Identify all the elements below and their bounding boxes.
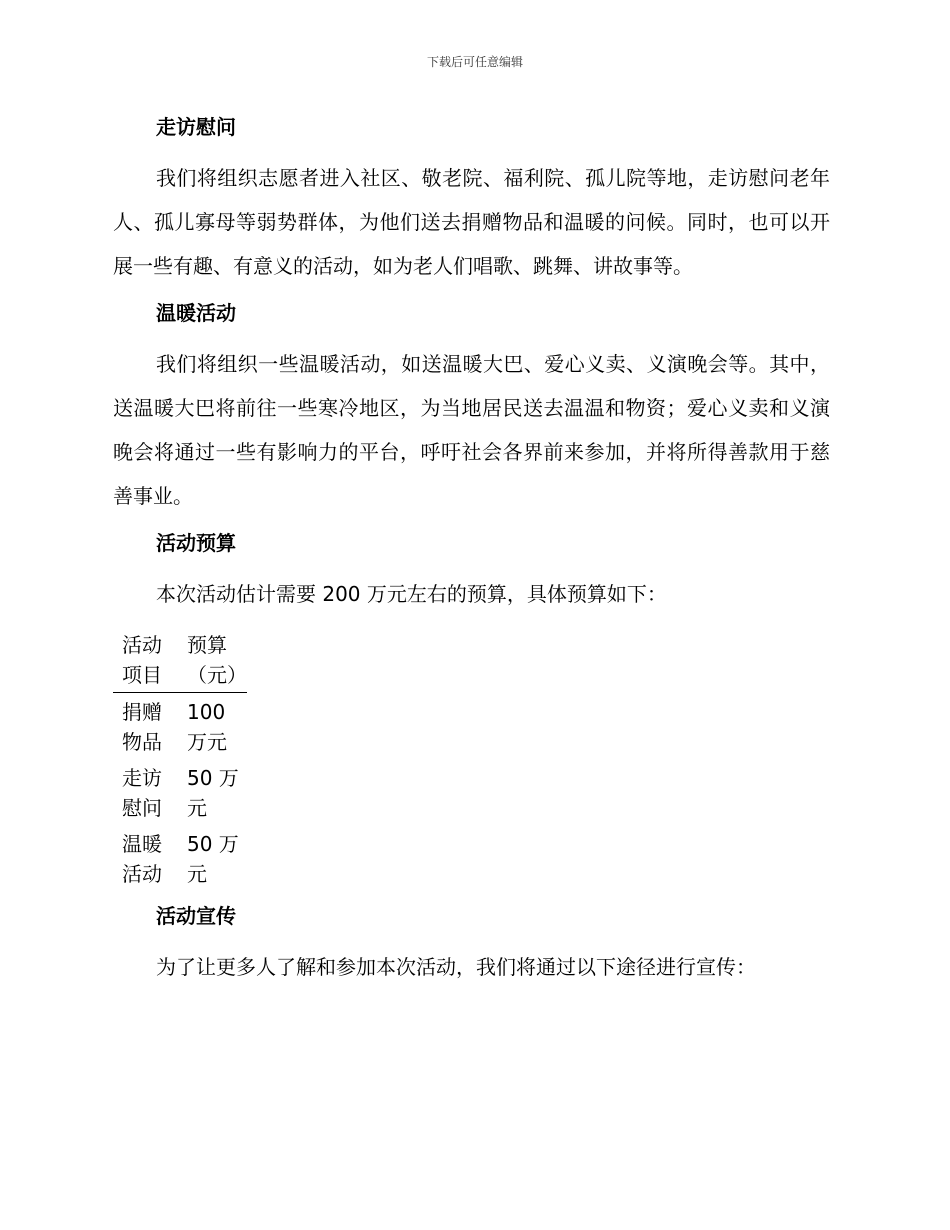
budget-cell-amount: 100 万元	[187, 700, 227, 754]
table-row	[113, 759, 247, 825]
budget-cell-item: 温暖活动	[122, 832, 162, 886]
budget-cell-item: 走访慰问	[122, 766, 162, 820]
section-paragraph-budget: 本次活动估计需要 200 万元左右的预算，具体预算如下：	[156, 582, 667, 606]
table-row	[113, 825, 247, 891]
budget-table	[113, 630, 247, 891]
section-paragraph-visit: 我们将组织志愿者进入社区、敬老院、福利院、孤儿院等地，走访慰问老年人、孤儿寡母等弱势群体，为他们送去捐赠物品和温暖的问候。同时，也可以开展一些有趣、有意义的活动，如为老人们唱歌、跳舞、讲故事等。	[113, 166, 830, 278]
budget-header-item: 活动项目	[122, 633, 162, 687]
section-heading-warm: 温暖活动	[156, 301, 236, 325]
section-heading-budget: 活动预算	[156, 531, 236, 555]
section-paragraph-warm: 我们将组织一些温暖活动，如送温暖大巴、爱心义卖、义演晚会等。其中，送温暖大巴将前往一些寒冷地区，为当地居民送去温温和物资；爱心义卖和义演晚会将通过一些有影响力的平台，呼吁社会各界前来参加，并将所得善款用于慈善事业。	[113, 352, 830, 508]
section-heading-promo: 活动宣传	[156, 904, 236, 928]
budget-cell-amount: 50 万元	[187, 832, 239, 886]
document-body	[113, 110, 830, 993]
budget-table-header-row	[113, 630, 247, 693]
table-row	[113, 693, 247, 760]
budget-cell-amount: 50 万元	[187, 766, 239, 820]
budget-cell-item: 捐赠物品	[122, 700, 162, 754]
section-heading-visit: 走访慰问	[156, 115, 236, 139]
budget-header-amount: 预算（元）	[187, 633, 247, 687]
page-header: 下载后可任意编辑	[426, 55, 523, 69]
section-paragraph-promo: 为了让更多人了解和参加本次活动，我们将通过以下途径进行宣传：	[156, 955, 756, 979]
